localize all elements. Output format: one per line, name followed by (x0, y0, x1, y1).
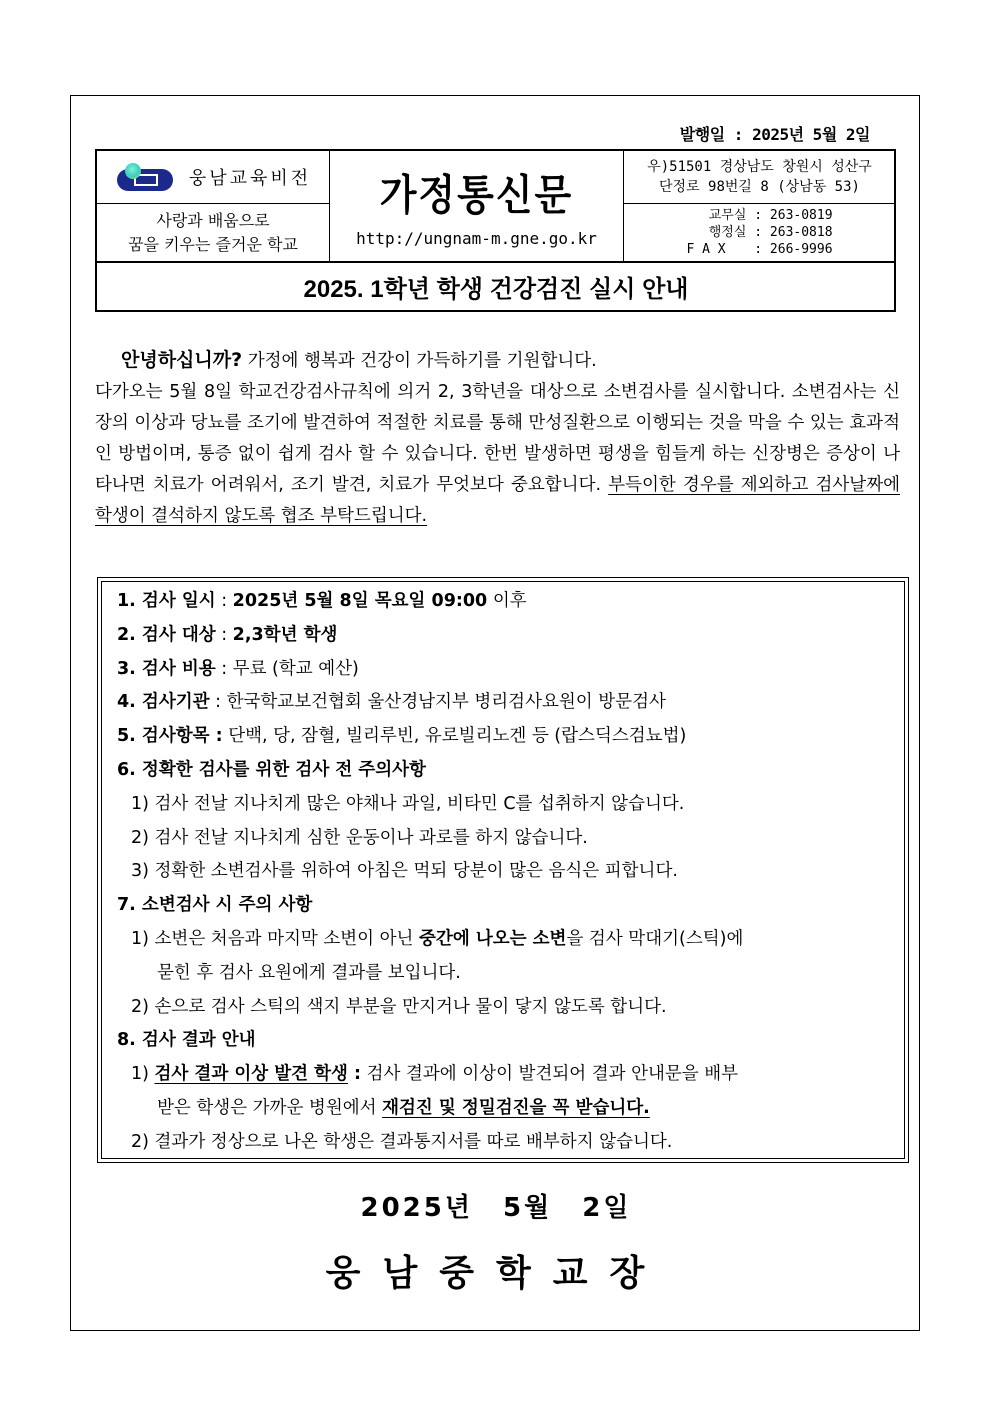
info-item-precautions: 6. 정확한 검사를 위한 검사 전 주의사항 (117, 759, 426, 780)
urine-note-1-cont: 묻힌 후 검사 요원에게 결과를 보입니다. (157, 962, 461, 983)
motto-line1: 사랑과 배움으로 (156, 210, 270, 230)
urine-note-1: 1) 소변은 처음과 마지막 소변이 아닌 중간에 나오는 소변을 검사 막대기(스틱)에 (131, 928, 744, 949)
vision-cell (97, 151, 329, 203)
info-item-urine-notes: 7. 소변검사 시 주의 사항 (117, 895, 313, 916)
doc-title-cell (97, 263, 895, 310)
precaution-3: 3) 정확한 소변검사를 위하여 아침은 먹되 당분이 많은 음식은 피합니다. (131, 861, 678, 882)
info-item-target: 2. 검사 대상 : 2,3학년 학생 (117, 624, 338, 645)
precaution-2: 2) 검사 전날 지나치게 심한 운동이나 과로를 하지 않습니다. (131, 827, 588, 848)
school-principal: 웅남중학교장 (325, 1253, 667, 1294)
info-list (117, 585, 902, 1160)
info-item-results: 8. 검사 결과 안내 (117, 1030, 256, 1051)
phones-cell (624, 204, 895, 261)
greeting: 안녕하십니까? (121, 349, 243, 371)
info-item-agency: 4. 검사기관 : 한국학교보건협회 울산경남지부 병리검사요원이 방문검사 (117, 692, 666, 713)
paper-title: 가정통신문 (379, 171, 574, 220)
phone-row: 교무실 : 263-0819 (708, 208, 833, 223)
intro-paragraph (95, 345, 900, 532)
fax-row: F A X : 266-9996 (686, 242, 833, 257)
intro-request: 부득이한 경우를 제외하고 검사날짜에 학생이 결석하지 않도록 협조 부탁드립니다. (95, 475, 901, 526)
greeting-rest: 가정에 행복과 건강이 가득하기를 기원합니다. (242, 351, 597, 371)
school-logo-icon (115, 163, 175, 191)
closing-date: 2025년 5월 2일 (360, 1193, 632, 1223)
motto-cell (97, 204, 329, 261)
vision-label: 웅남교육비전 (188, 168, 312, 189)
document-title: 2025. 1학년 학생 건강검진 실시 안내 (303, 276, 689, 303)
info-item-date: 1. 검사 일시 : 2025년 5월 8일 목요일 09:00 이후 (117, 591, 527, 611)
address-cell (624, 151, 895, 203)
motto-line2: 꿈을 키우는 즐거운 학교 (128, 234, 298, 254)
school-url-link[interactable]: http://ungnam-m.gne.go.kr (356, 229, 597, 248)
phone-row: 행정실 : 263-0818 (708, 225, 833, 240)
result-note-1: 1) 검사 결과 이상 발견 학생 : 검사 결과에 이상이 발견되어 결과 안내문을 배부 (131, 1064, 739, 1085)
intro-body: 다가오는 5월 8일 학교건강검사규칙에 의거 2, 3학년을 대상으로 소변검사를 실시합니다. 소변검사는 신장의 이상과 당뇨를 조기에 발견하여 적절한 치료를 통해 만성질환으로 이행되는 것을 막을 수 있는 효과적인 방법이며, 통증 없이 쉽게 검사 할 수 있습니다. 한번 발생하면 평생을 힘들게 하는 신장병은 증상이 나타나면 치료가 어려워서, 조기 발견, 치료가 무엇보다 중요합니다. (95, 382, 900, 495)
result-note-2: 2) 결과가 정상으로 나온 학생은 결과통지서를 따로 배부하지 않습니다. (131, 1131, 673, 1152)
address-line2: 단정로 98번길 8 (상남동 53) (659, 179, 860, 195)
urine-note-2: 2) 손으로 검사 스틱의 색지 부분을 만지거나 물이 닿지 않도록 합니다. (131, 996, 667, 1017)
result-note-1-cont: 받은 학생은 가까운 병원에서 재검진 및 정밀검진을 꼭 받습니다. (157, 1097, 650, 1118)
title-cell (330, 151, 623, 261)
phone-list (686, 207, 832, 258)
issue-date: 발행일 : 2025년 5월 2일 (679, 125, 870, 144)
address-line1: 우)51501 경상남도 창원시 성산구 (647, 159, 872, 175)
info-item-cost: 3. 검사 비용 : 무료 (학교 예산) (117, 658, 359, 679)
precaution-1: 1) 검사 전날 지나치게 많은 야채나 과일, 비타민 C를 섭취하지 않습니다. (131, 793, 685, 814)
info-item-tests: 5. 검사항목 : 단백, 당, 잠혈, 빌리루빈, 유로빌리노겐 등 (랍스딕스검뇨법) (117, 726, 687, 747)
